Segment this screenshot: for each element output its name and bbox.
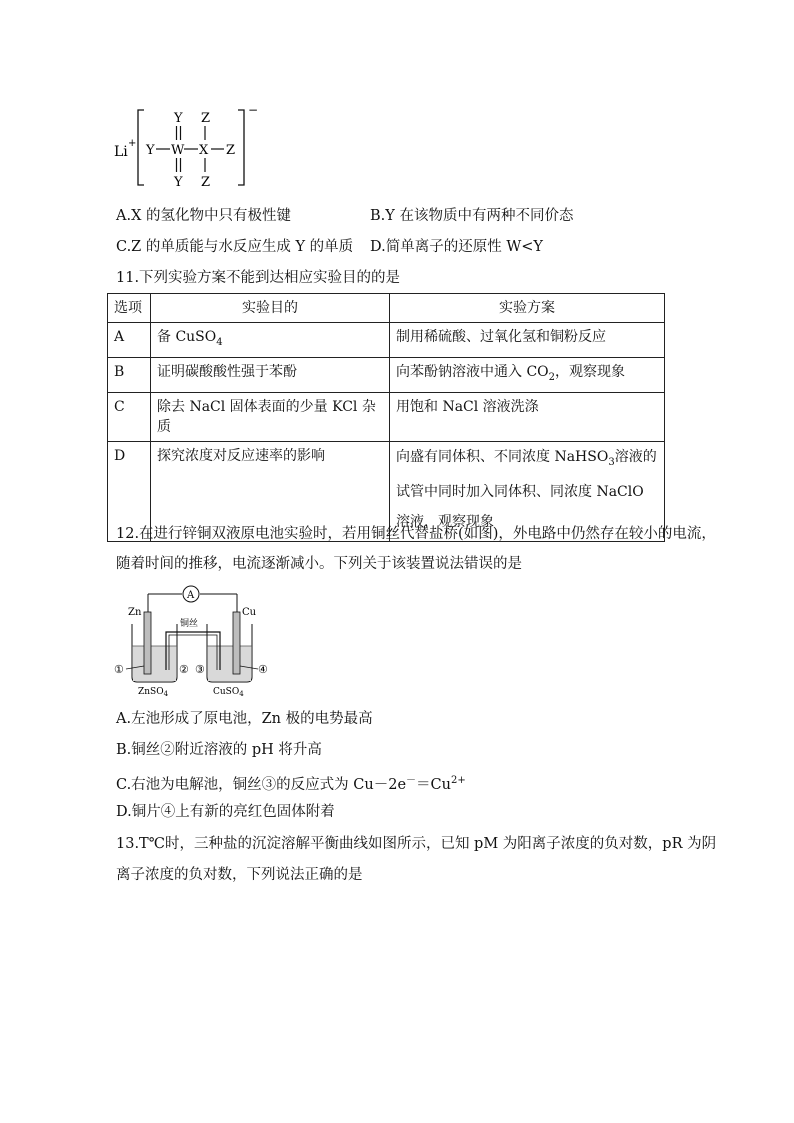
row-b-option: B [108, 357, 151, 392]
atom-y-left: Y [146, 143, 155, 158]
ammeter-label: A [187, 590, 195, 601]
cation-label: Li [114, 144, 128, 160]
row-a-goal: 备 CuSO$_4$ [151, 323, 390, 358]
q10-option-d: D.简单离子的还原性 W<Y [370, 239, 543, 255]
table-row [108, 392, 665, 441]
q13-stem-line2: 离子浓度的负对数，下列说法正确的是 [116, 867, 363, 883]
anion-charge: − [248, 103, 259, 117]
header-plan: 实验方案 [390, 294, 665, 323]
q12-option-d: D.铜片④上有新的亮红色固体附着 [116, 804, 335, 820]
row-c-goal: 除去 NaCl 固体表面的少量 KCl 杂质 [151, 392, 390, 441]
atom-y-bottom: Y [174, 175, 183, 190]
q12-option-b: B.铜丝②附近溶液的 pH 将升高 [116, 742, 322, 758]
structure-formula [110, 100, 270, 195]
atom-z-bottom: Z [201, 175, 211, 190]
row-d-plan: 向盛有同体积、不同浓度 NaHSO$_3$溶液的试管中同时加入同体积、同浓度 NaClO 溶液，观察现象 [390, 441, 665, 542]
mark-3: ③ [195, 663, 205, 676]
row-b-goal: 证明碳酸酸性强于苯酚 [151, 357, 390, 392]
row-c-option: C [108, 392, 151, 441]
row-c-plan: 用饱和 NaCl 溶液洗涤 [390, 392, 665, 441]
row-a-plan: 制用稀硫酸、过氧化氢和铜粉反应 [390, 323, 665, 358]
mark-1: ① [114, 663, 124, 676]
right-solution-label: CuSO$_4$ [213, 687, 244, 697]
q10-option-a: A.X 的氢化物中只有极性键 [116, 208, 292, 224]
header-option: 选项 [108, 294, 151, 323]
row-d-goal: 探究浓度对反应速率的影响 [151, 441, 390, 542]
atom-x: X [199, 143, 209, 158]
row-a-option: A [108, 323, 151, 358]
mark-2: ② [179, 663, 189, 676]
atom-z-top: Z [201, 111, 211, 126]
row-d-option: D [108, 441, 151, 542]
q13-stem-line1: 13.T℃时，三种盐的沉淀溶解平衡曲线如图所示，已知 pM 为阳离子浓度的负对数，pR 为阴 [116, 836, 717, 852]
q12-stem-line1: 12.在进行锌铜双液原电池实验时，若用铜丝代替盐桥(如图)，外电路中仍然存在较小的电流， [116, 526, 716, 542]
q11-stem: 11.下列实验方案不能到达相应实验目的的是 [116, 270, 401, 286]
atom-z-right: Z [226, 143, 236, 158]
galvanic-cell-figure [110, 582, 290, 697]
atom-y-top: Y [174, 111, 183, 126]
q12-option-c: C.右池为电解池，铜丝③的反应式为 $Cu-2e^-=Cu^{2+}$ [116, 775, 466, 793]
header-goal: 实验目的 [151, 294, 390, 323]
mark-4: ④ [258, 663, 268, 676]
row-b-plan: 向苯酚钠溶液中通入 $CO_2$，观察现象 [390, 357, 665, 392]
left-solution-label: ZnSO$_4$ [138, 687, 169, 697]
table-row [108, 323, 665, 358]
q11-table [107, 293, 665, 542]
atom-w: W [171, 143, 185, 158]
table-row [108, 357, 665, 392]
q10-option-c: C.Z 的单质能与水反应生成 Y 的单质 [116, 239, 354, 255]
zn-label: Zn [128, 607, 142, 618]
q12-option-a: A.左池形成了原电池，Zn 极的电势最高 [116, 711, 373, 727]
q12-stem-line2: 随着时间的推移，电流逐渐减小。下列关于该装置说法错误的是 [116, 556, 522, 572]
copper-wire-label: 铜丝 [180, 619, 199, 629]
q10-option-b: B.Y 在该物质中有两种不同价态 [370, 208, 574, 224]
table-header-row [108, 294, 665, 323]
cu-label: Cu [242, 607, 257, 618]
cation-charge: + [128, 138, 137, 149]
